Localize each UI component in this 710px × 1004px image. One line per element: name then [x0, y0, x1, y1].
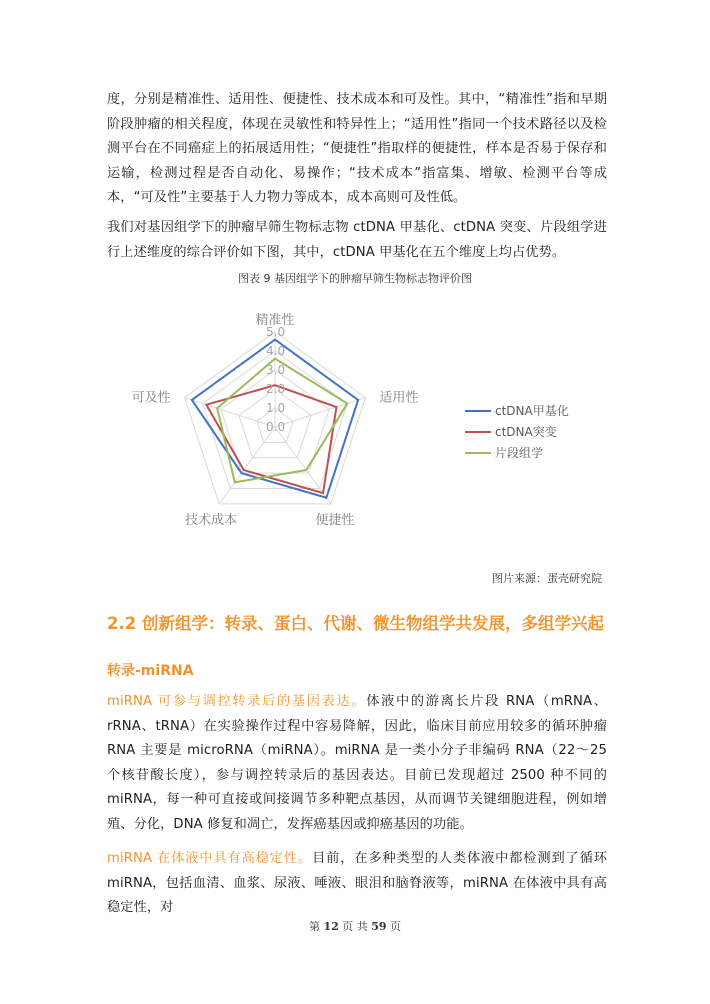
axis-label: 适用性: [379, 390, 419, 406]
tick-label: 0.0: [266, 420, 286, 434]
axis-label: 精准性: [255, 313, 295, 328]
stability-paragraph: [107, 847, 607, 921]
figure-title: 图表 9 基因组学下的肿瘤早筛生物标志物评价图: [238, 272, 472, 285]
axis-spoke: [219, 427, 275, 504]
mirna-paragraph: [107, 690, 607, 837]
figure-source: 图片来源：蛋壳研究院: [492, 572, 602, 585]
axis-spoke: [185, 398, 275, 427]
chart-legend: [465, 400, 569, 463]
legend-label: ctDNA甲基化: [495, 404, 569, 418]
legend-swatch: [465, 431, 491, 433]
body-text: 目前，在多种类型的人类体液中都检测到了循环 miRNA，包括血清、血浆、尿液、唾液、眼泪和脑脊液等，miRNA 在体液中具有高稳定性，对: [107, 851, 607, 915]
axis-label: 可及性: [131, 390, 171, 406]
section-heading: 2.2 创新组学：转录、蛋白、代谢、微生物组学共发展，多组学兴起: [107, 614, 604, 633]
tick-label: 3.0: [266, 363, 286, 377]
page-footer: [0, 918, 710, 934]
tick-label: 2.0: [266, 382, 286, 396]
legend-swatch: [465, 410, 491, 412]
footer-prefix: 第: [308, 920, 320, 933]
legend-item: [465, 421, 569, 442]
radar-chart: [131, 305, 419, 537]
highlight-text: miRNA 在体液中具有高稳定性。: [107, 851, 313, 866]
footer-middle: 页 共: [342, 920, 368, 933]
tick-label: 5.0: [266, 325, 286, 339]
legend-label: 片段组学: [495, 446, 544, 460]
legend-label: ctDNA突变: [495, 425, 557, 439]
page-total: 59: [371, 920, 387, 933]
legend-item: [465, 442, 569, 463]
footer-suffix: 页: [390, 920, 402, 933]
intro-paragraph: 度，分别是精准性、适用性、便捷性、技术成本和可及性。其中，“精准性”指和早期阶段肿瘤的相关程度，体现在灵敏性和特异性上；“适用性”指同一个技术路径以及检测平台在不同癌症上的拓展适用性；“便捷性”指取样的便捷性，样本是否易于保存和运输，检测过程是否自动化、易操作；“技术成本”指富集、增敏、检测平台等成本，“可及性”主要基于人力物力等成本，成本高则可及性低。: [107, 92, 607, 205]
axis-label: 便捷性: [315, 512, 355, 528]
tick-label: 1.0: [266, 401, 286, 415]
highlight-text: miRNA 可参与调控转录后的基因表达。: [107, 694, 367, 709]
axis-label: 技术成本: [185, 512, 238, 528]
subsection-heading: 转录-miRNA: [107, 663, 194, 679]
legend-swatch: [465, 452, 491, 454]
evaluation-paragraph: 我们对基因组学下的肿瘤早筛生物标志物 ctDNA 甲基化、ctDNA 突变、片段组学进行上述维度的综合评价如下图，其中，ctDNA 甲基化在五个维度上均占优势。: [107, 220, 607, 260]
page-number: 12: [323, 920, 339, 933]
body-text: 体液中的游离长片段 RNA（mRNA、rRNA、tRNA）在实验操作过程中容易降解，因此，临床目前应用较多的循环肿瘤 RNA 主要是 microRNA（miRNA）。miRNA 是一类小分子非编码 RNA（22～25 个核苷酸长度），参与调控转录后的基因表达。目前已发现超过 2500 种不同的 miRNA，每一种可直接或间接调节多种靶点基因，从而调节关键细胞进程，例如增殖、分化，DNA 修复和凋亡，发挥癌基因或抑癌基因的功能。: [107, 694, 608, 832]
legend-item: [465, 400, 569, 421]
tick-label: 4.0: [266, 344, 286, 358]
